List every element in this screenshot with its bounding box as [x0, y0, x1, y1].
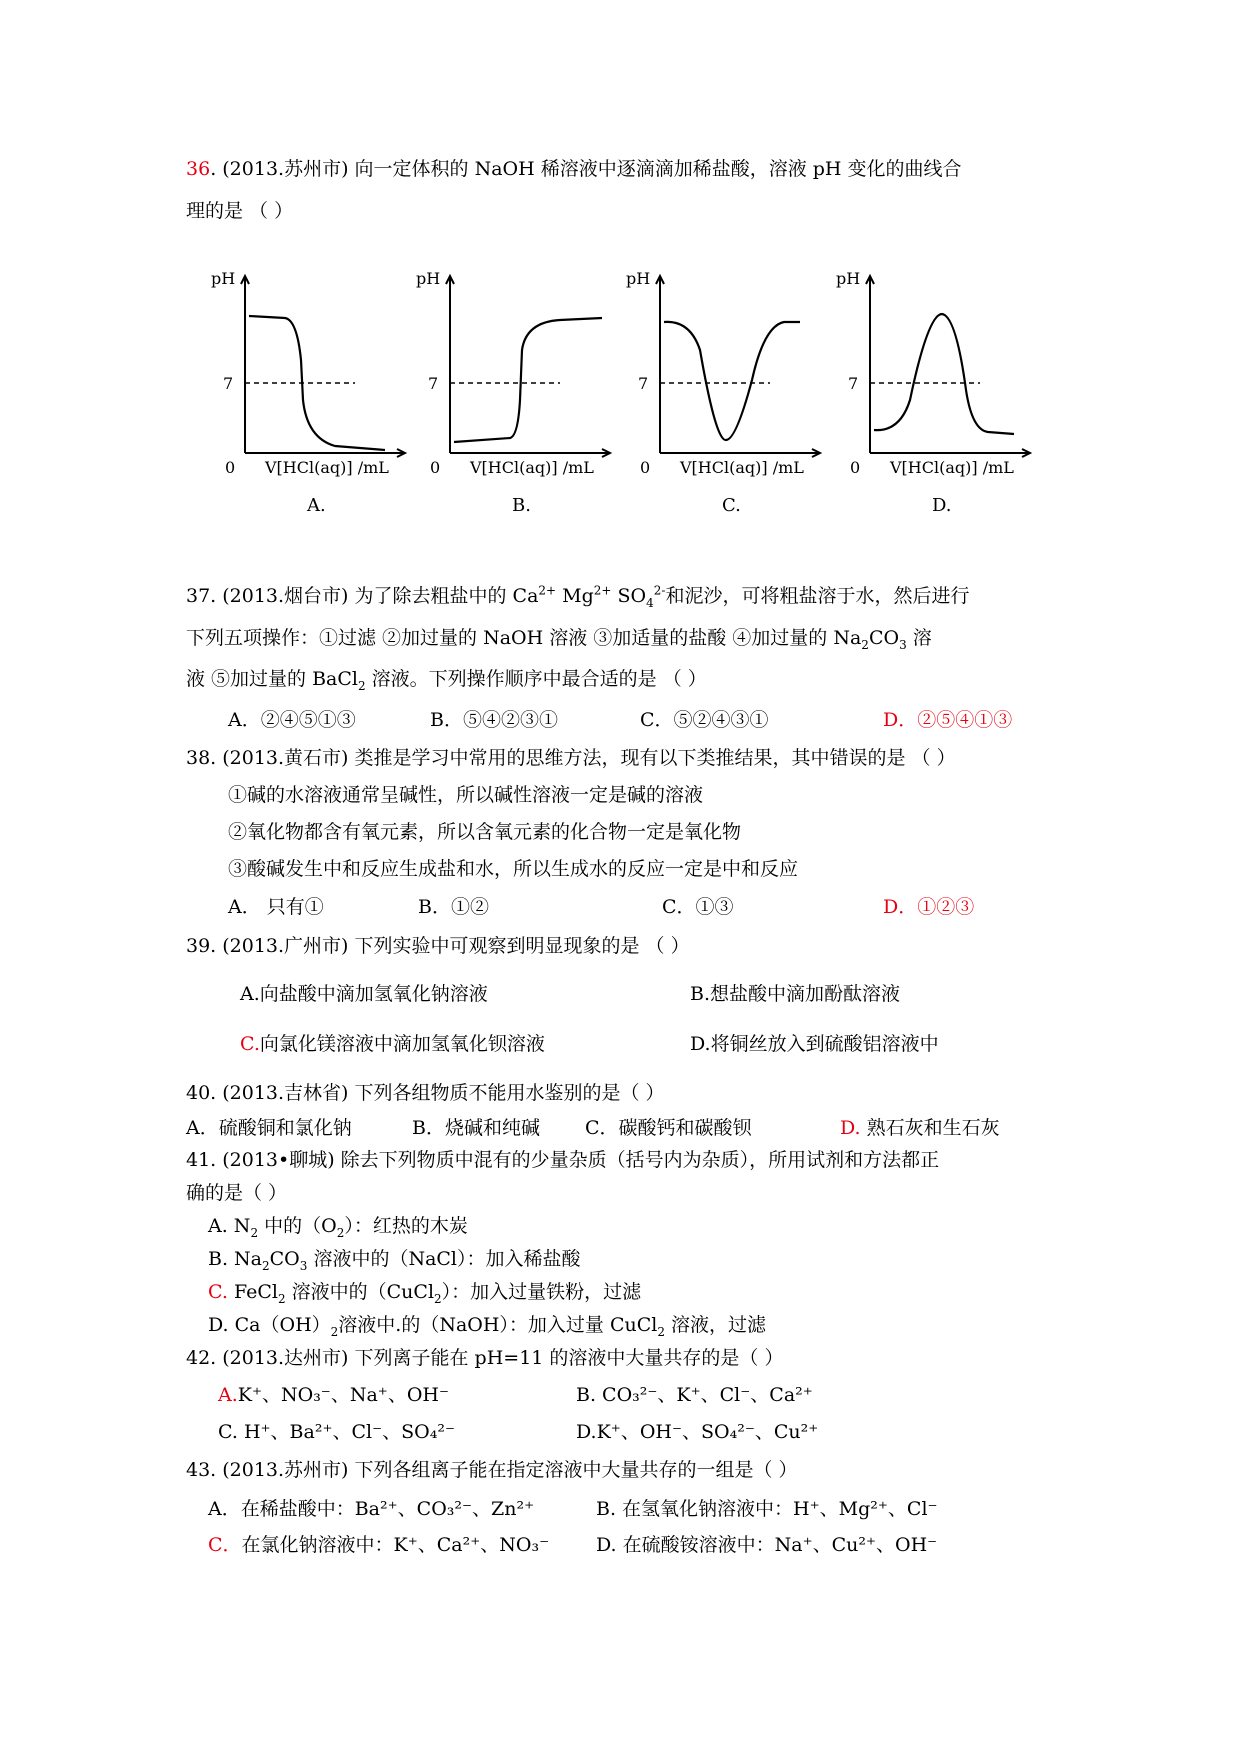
q41-d-3: 溶液，过滤: [665, 1314, 767, 1336]
q36-charts: [0, 270, 1241, 550]
tick-7: 7: [848, 374, 859, 393]
q43-option-c-text: 在氯化钠溶液中：K⁺、Ca²⁺、NO₃⁻: [241, 1534, 550, 1556]
q39-option-c: [240, 1032, 545, 1056]
q37-text3: 液 ⑤加过量的 BaCl: [186, 668, 358, 690]
q40-option-d: [840, 1116, 1000, 1140]
q41-line2: 确的是（ ）: [186, 1182, 288, 1204]
q39-option-c-text: 向氯化镁溶液中滴加氢氧化钡溶液: [259, 1033, 545, 1055]
q40-line1: 40. (2013.吉林省) 下列各组物质不能用水鉴别的是（ ）: [186, 1082, 665, 1104]
chart-label: D.: [932, 495, 952, 516]
origin-label: 0: [225, 458, 236, 477]
q36-line2: 理的是 （ ）: [186, 200, 294, 222]
q37-line1: [186, 584, 970, 608]
q40-option-c: C．碳酸钙和碳酸钡: [585, 1117, 752, 1139]
q41-b-1: B. Na: [208, 1248, 262, 1270]
q37-text1d: 和泥沙，可将粗盐溶于水，然后进行: [665, 585, 970, 607]
q38-option-a: A． 只有①: [228, 896, 324, 918]
q37-text2b: CO: [868, 627, 900, 649]
q37-text2c: 溶: [906, 627, 932, 649]
q42-option-c: C. H⁺、Ba²⁺、Cl⁻、SO₄²⁻: [218, 1421, 455, 1443]
chart-c: [626, 270, 820, 516]
q37-option-a: A．②④⑤①③: [228, 709, 356, 731]
tick-7: 7: [428, 374, 439, 393]
q36-stem: . (2013.苏州市) 向一定体积的 NaOH 稀溶液中逐滴滴加稀盐酸，溶液 pH 变化的曲线合: [210, 158, 962, 180]
q42-option-a: [218, 1383, 449, 1407]
q43-option-c-letter: C．: [208, 1534, 242, 1556]
y-label: pH: [211, 270, 236, 288]
q41-d-sub1: 2: [330, 1324, 339, 1339]
y-label: pH: [626, 270, 651, 288]
q41-c-3: ）：加入过量铁粉，过滤: [441, 1281, 642, 1303]
q37-option-b: B．⑤④②③①: [430, 709, 558, 731]
q37-text2: 下列五项操作：①过滤 ②加过量的 NaOH 溶液 ③加适量的盐酸 ④加过量的 Na: [186, 627, 862, 649]
q37-l3sub: 2: [357, 678, 366, 693]
q41-d-sub2: 2: [657, 1324, 666, 1339]
q41-b-2: CO: [269, 1248, 300, 1270]
q43-option-a: A．在稀盐酸中：Ba²⁺、CO₃²⁻、Zn²⁺: [208, 1498, 535, 1520]
chart-label: C.: [722, 495, 741, 516]
q37-l2sub1: 2: [861, 637, 869, 652]
q37-l2sub2: 3: [899, 637, 907, 652]
q43-option-b: B. 在氢氧化钠溶液中：H⁺、Mg²⁺、Cl⁻: [596, 1498, 938, 1520]
q37-line3: [186, 667, 707, 691]
q39-line1: 39. (2013.广州市) 下列实验中可观察到明显现象的是 （ ）: [186, 935, 690, 957]
q41-c-1: FeCl: [227, 1281, 278, 1303]
q38-statement-3: ③酸碱发生中和反应生成盐和水，所以生成水的反应一定是中和反应: [228, 858, 799, 880]
q37-option-c: C．⑤②④③①: [640, 709, 769, 731]
q41-line1: 41. (2013•聊城) 除去下列物质中混有的少量杂质（括号内为杂质），所用试剂和方法都正: [186, 1149, 940, 1171]
chart-label: A.: [307, 495, 326, 516]
x-label: V[HCl(aq)] /mL: [680, 458, 804, 477]
q37-text1b: Mg: [556, 585, 594, 607]
q41-option-a: [208, 1214, 468, 1238]
origin-label: 0: [430, 458, 441, 477]
q41-option-d: [208, 1313, 766, 1337]
q41-b-sub2: 3: [299, 1258, 308, 1273]
q41-c-sub2: 2: [434, 1291, 442, 1306]
q41-option-b: [208, 1247, 581, 1271]
q39-option-b: B.想盐酸中滴加酚酞溶液: [690, 983, 901, 1005]
q42-option-b: B. CO₃²⁻、K⁺、Cl⁻、Ca²⁺: [576, 1384, 813, 1406]
y-label: pH: [836, 270, 861, 288]
q37-sub3: 4: [646, 595, 654, 610]
q40-option-d-letter: D.: [840, 1117, 861, 1139]
q41-b-3: 溶液中的（NaCl）：加入稀盐酸: [307, 1248, 581, 1270]
q39-option-a: A.向盐酸中滴加氢氧化钠溶液: [240, 983, 488, 1005]
q41-d-2: 溶液中.的（NaOH）：加入过量 CuCl: [338, 1314, 658, 1336]
q38-option-b: B．①②: [418, 896, 489, 918]
q37-sup1: 2+: [538, 583, 557, 598]
chart-b: [416, 270, 610, 516]
ph-curve: [664, 322, 800, 440]
ph-curve: [874, 314, 1014, 434]
q38-option-d: D．①②③: [883, 896, 975, 918]
q42-option-a-letter: A.: [218, 1384, 238, 1406]
q43-option-c: [208, 1533, 549, 1557]
q39-option-c-letter: C.: [240, 1033, 260, 1055]
chart-d: [836, 270, 1030, 516]
chart-label: B.: [512, 495, 531, 516]
q41-option-c: [208, 1280, 641, 1304]
q40-option-b: B．烧碱和纯碱: [412, 1117, 540, 1139]
y-label: pH: [416, 270, 441, 288]
q37-option-d: D．②⑤④①③: [883, 709, 1013, 731]
q41-a-2: 中的（O: [258, 1215, 337, 1237]
q41-a-sub1: 2: [250, 1225, 259, 1240]
q38-statement-1: ①碱的水溶液通常呈碱性，所以碱性溶液一定是碱的溶液: [228, 784, 704, 806]
origin-label: 0: [850, 458, 861, 477]
q37-sup2: 2+: [593, 583, 612, 598]
q36-number: 36: [186, 158, 211, 180]
q39-option-d: D.将铜丝放入到硫酸铝溶液中: [690, 1033, 939, 1055]
q41-c-letter: C.: [208, 1281, 228, 1303]
q41-d-1: D. Ca（OH）: [208, 1314, 331, 1336]
q41-b-sub1: 2: [262, 1258, 270, 1273]
tick-7: 7: [223, 374, 234, 393]
q41-a-3: ）：红热的木炭: [344, 1215, 468, 1237]
q38-line1: 38. (2013.黄石市) 类推是学习中常用的思维方法，现有以下类推结果，其中错误的是 （ ）: [186, 747, 956, 769]
x-label: V[HCl(aq)] /mL: [890, 458, 1014, 477]
q40-option-d-text: 熟石灰和生石灰: [866, 1117, 1000, 1139]
q41-c-2: 溶液中的（CuCl: [285, 1281, 435, 1303]
q42-line1: 42. (2013.达州市) 下列离子能在 pH=11 的溶液中大量共存的是（ ）: [186, 1347, 784, 1369]
q38-statement-2: ②氧化物都含有氧元素，所以含氧元素的化合物一定是氧化物: [228, 821, 742, 843]
q42-option-a-text: K⁺、NO₃⁻、Na⁺、OH⁻: [237, 1384, 449, 1406]
q37-text1c: SO: [611, 585, 647, 607]
x-label: V[HCl(aq)] /mL: [470, 458, 594, 477]
origin-label: 0: [640, 458, 651, 477]
q43-line1: 43. (2013.苏州市) 下列各组离子能在指定溶液中大量共存的一组是（ ）: [186, 1459, 798, 1481]
q37-text1: 37. (2013.烟台市) 为了除去粗盐中的 Ca: [186, 585, 539, 607]
q38-option-c: C．①③: [662, 896, 734, 918]
q36-line1: [186, 157, 962, 181]
q37-sup3: 2-: [653, 583, 666, 598]
q42-option-d: D.K⁺、OH⁻、SO₄²⁻、Cu²⁺: [576, 1421, 819, 1443]
q37-text3b: 溶液。下列操作顺序中最合适的是 （ ）: [365, 668, 707, 690]
chart-a: [211, 270, 405, 516]
q41-c-sub1: 2: [277, 1291, 286, 1306]
q43-option-d: D. 在硫酸铵溶液中：Na⁺、Cu²⁺、OH⁻: [596, 1534, 938, 1556]
x-label: V[HCl(aq)] /mL: [265, 458, 389, 477]
q41-a-sub2: 2: [336, 1225, 345, 1240]
ph-curve: [454, 318, 602, 442]
q37-line2: [186, 626, 932, 650]
q40-option-a: A．硫酸铜和氯化钠: [186, 1117, 352, 1139]
tick-7: 7: [638, 374, 649, 393]
q41-a-1: A. N: [208, 1215, 251, 1237]
